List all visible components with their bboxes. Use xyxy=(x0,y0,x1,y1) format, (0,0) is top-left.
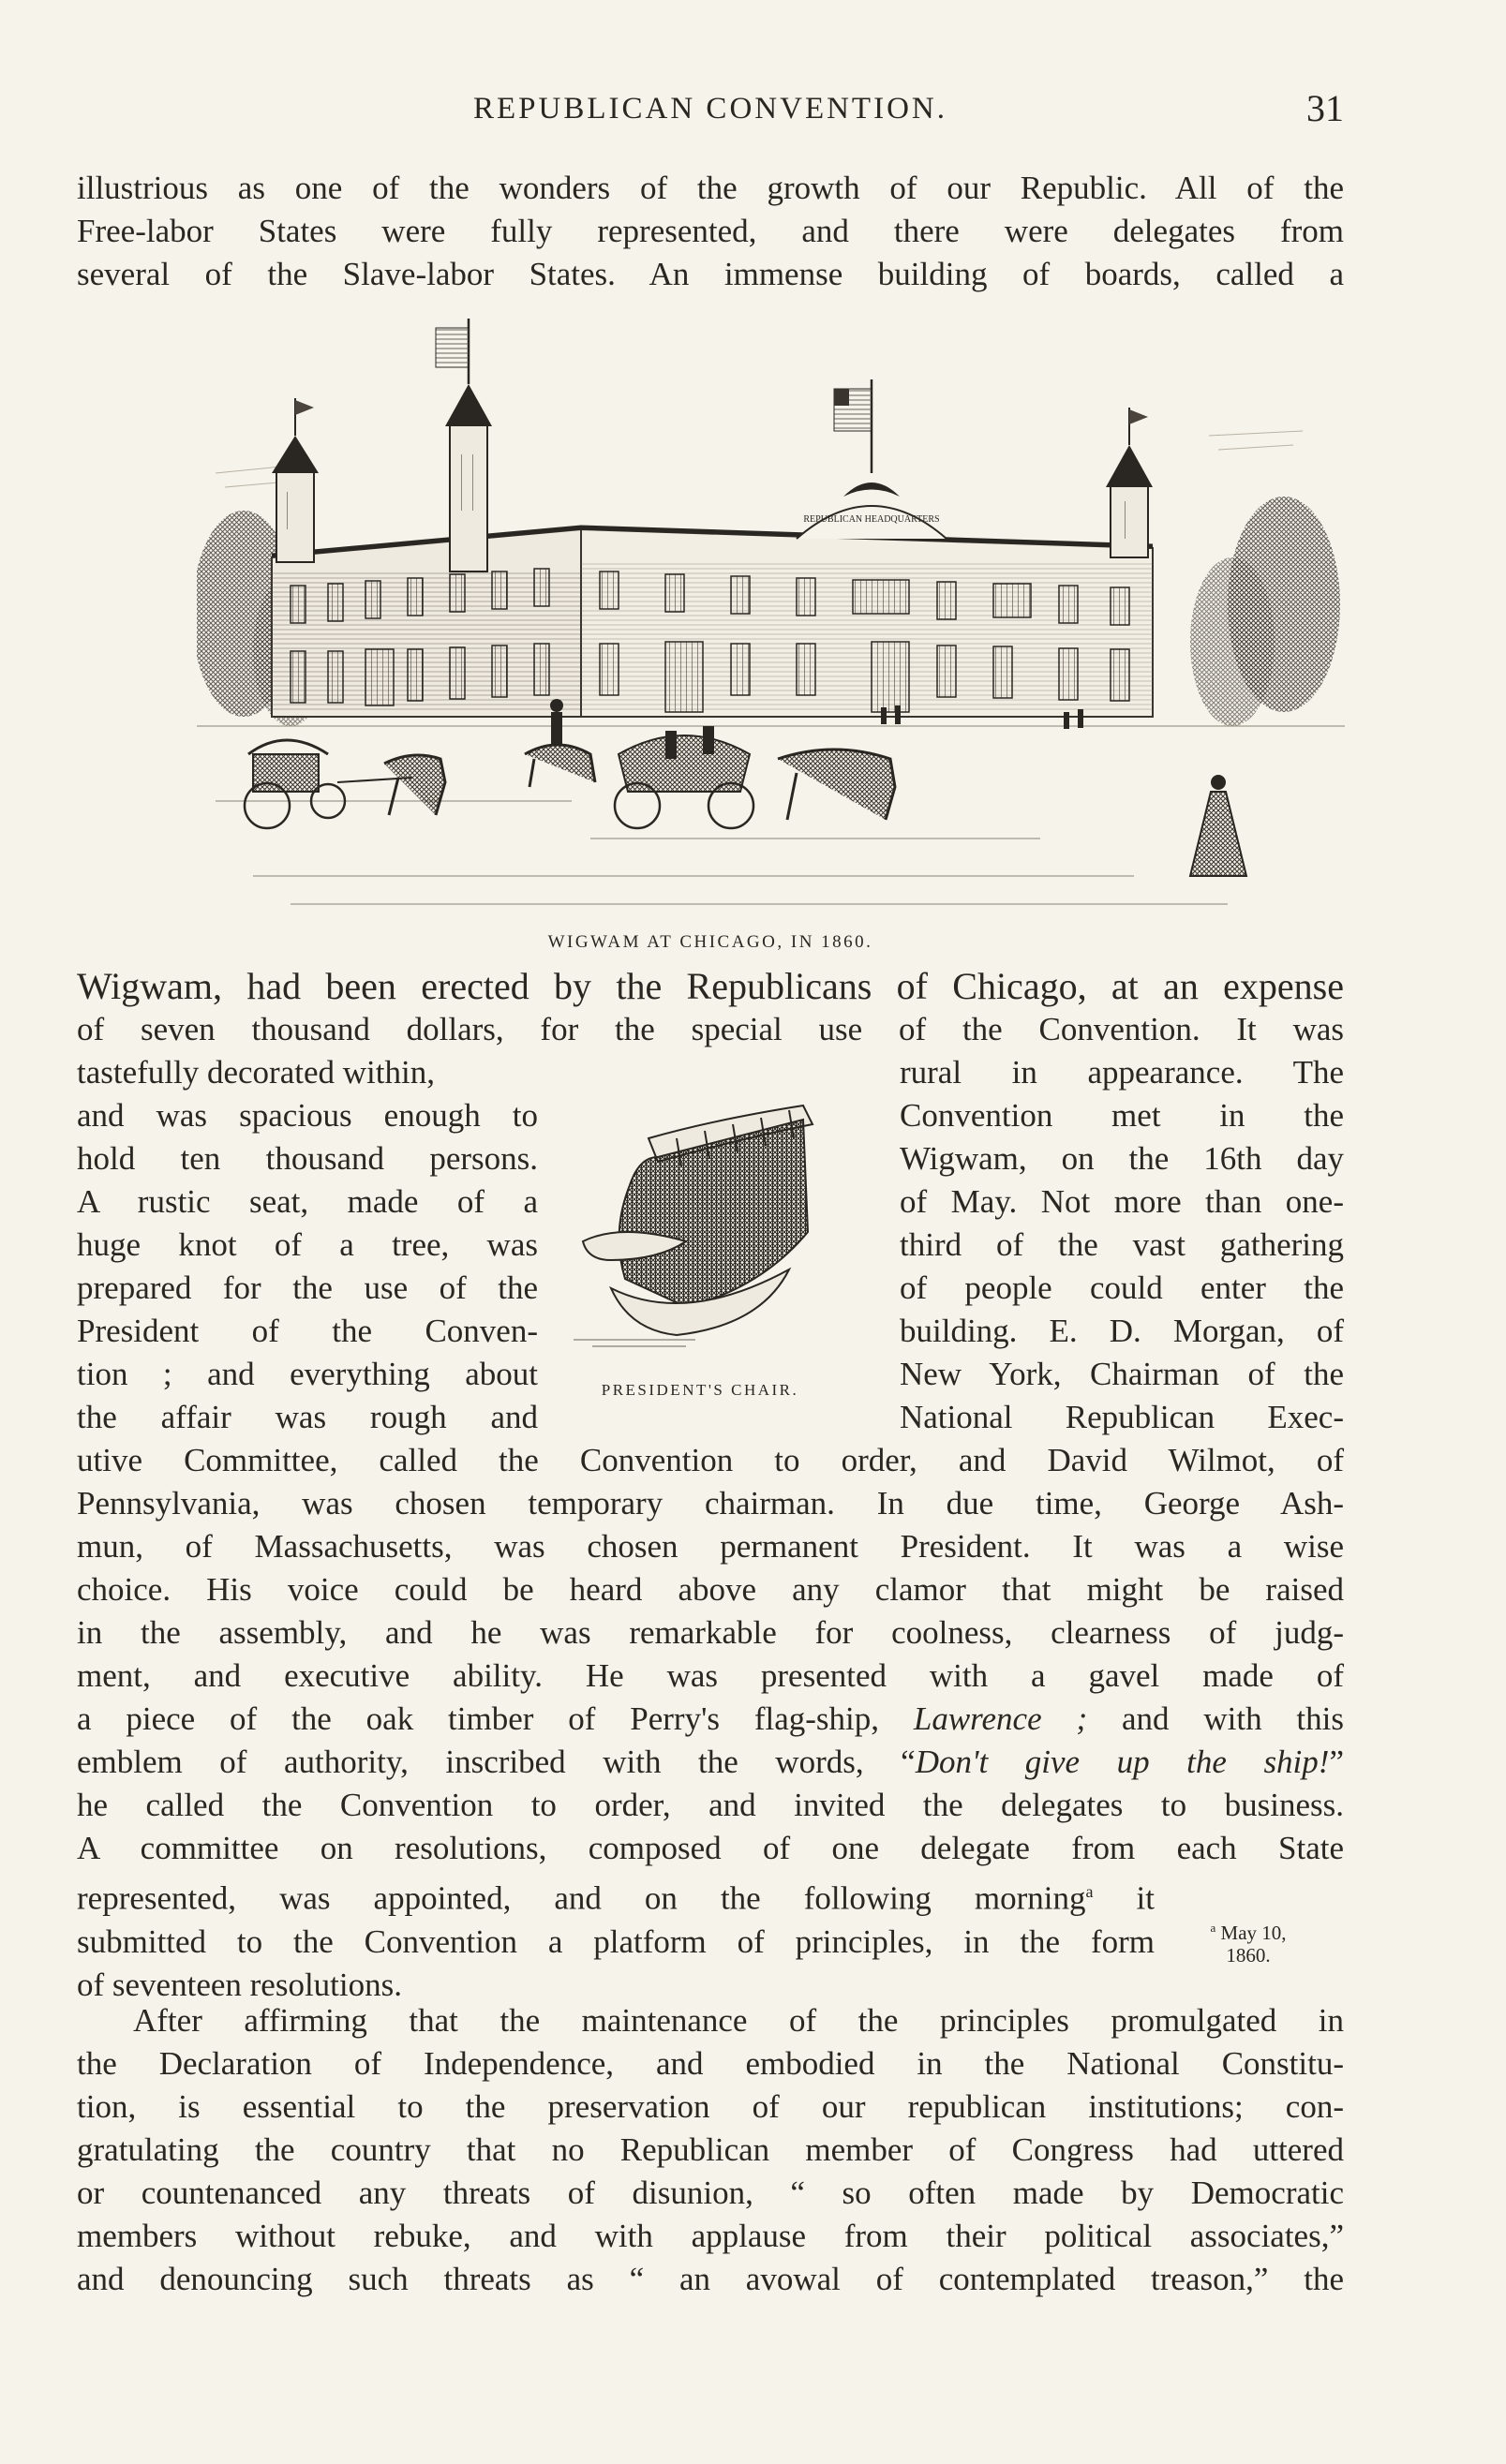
column-line: of people could enter the xyxy=(900,1269,1344,1306)
margin-note-line1 xyxy=(1183,1917,1314,1944)
column-line: and was spacious enough to xyxy=(77,1097,538,1134)
column-line: President of the Conven- xyxy=(77,1313,538,1349)
column-line: New York, Chairman of the xyxy=(900,1356,1344,1392)
text-line xyxy=(77,1741,1344,1784)
column-line: building. E. D. Morgan, of xyxy=(900,1313,1344,1349)
column-line: huge knot of a tree, was xyxy=(77,1226,538,1263)
running-head: REPUBLICAN CONVENTION. xyxy=(473,92,947,126)
text-line: of seventeen resolutions. xyxy=(77,1966,402,2003)
paragraph-platform xyxy=(77,1999,1344,2301)
text-line: gratulating the country that no Republican member of Congress had uttered xyxy=(77,2131,1344,2168)
text-line: After affirming that the maintenance of the principles promulgated in xyxy=(133,2002,1344,2039)
text-line: several of the Slave-labor States. An immense building of boards, called a xyxy=(77,256,1344,292)
footnote-mark: a xyxy=(1085,1882,1094,1901)
column-line: tastefully decorated within, xyxy=(77,1054,435,1091)
text-line: the Declaration of Independence, and embodied in the National Constitu- xyxy=(77,2045,1344,2082)
carriage-center xyxy=(615,726,895,828)
motto-close: ” xyxy=(1329,1744,1344,1780)
text-line: Wigwam, had been erected by the Republicans of Chicago, at an expense xyxy=(77,965,1344,1007)
column-line: third of the vast gathering xyxy=(900,1226,1344,1263)
text-line xyxy=(77,1870,1155,1921)
column-line: of May. Not more than one- xyxy=(900,1183,1344,1220)
ship-name: Lawrence ; xyxy=(913,1700,1088,1737)
left-column xyxy=(77,1051,538,1439)
text-line: utive Committee, called the Convention to order, and David Wilmot, of xyxy=(77,1442,1344,1478)
intro-paragraph xyxy=(77,167,1344,296)
text-line: mun, of Massachusetts, was chosen permanent President. It was a wise xyxy=(77,1528,1344,1565)
text-line: Free-labor States were fully represented, and there were delegates from xyxy=(77,213,1344,249)
chair-caption: PRESIDENT'S CHAIR. xyxy=(601,1381,799,1399)
column-line: prepared for the use of the xyxy=(77,1269,538,1306)
text-line xyxy=(77,1698,1344,1741)
column-line: National Republican Exec- xyxy=(900,1399,1344,1435)
wigwam-caption: WIGWAM AT CHICAGO, IN 1860. xyxy=(547,932,873,952)
gavel-text-end: and with this xyxy=(1087,1700,1344,1737)
text-line: ment, and executive ability. He was presented with a gavel made of xyxy=(77,1657,1344,1694)
column-line: rural in appearance. The xyxy=(900,1054,1344,1091)
motto: Don't give up the ship! xyxy=(915,1744,1330,1780)
column-line: hold ten thousand persons. xyxy=(77,1140,538,1177)
gavel-text: a piece of the oak timber of Perry's flag-ship, xyxy=(77,1700,914,1737)
wigwam-building xyxy=(272,319,1153,717)
tree-right xyxy=(1190,497,1340,726)
footnote-text: represented, was appointed, and on the following morning xyxy=(77,1879,1086,1917)
motto-intro: emblem of authority, inscribed with the words, “ xyxy=(77,1744,916,1780)
building-sign: REPUBLICAN HEADQUARTERS xyxy=(803,514,940,525)
right-column xyxy=(900,1051,1344,1439)
ground xyxy=(197,726,1345,904)
text-line: members without rebuke, and with applause from their political associates,” xyxy=(77,2218,1344,2254)
paragraph-wigwam xyxy=(77,965,1344,1051)
text-line: tion, is essential to the preservation of our republican institutions; con- xyxy=(77,2088,1344,2125)
margin-note-mark: a xyxy=(1210,1921,1216,1935)
wigwam-engraving xyxy=(197,314,1345,923)
text-line: he called the Convention to order, and invited the delegates to business. xyxy=(77,1787,1344,1823)
text-line: Pennsylvania, was chosen temporary chairman. In due time, George Ash- xyxy=(77,1485,1344,1521)
presidents-chair-engraving xyxy=(574,1101,817,1354)
column-line: Wigwam, on the 16th day xyxy=(900,1140,1344,1177)
text-line: or countenanced any threats of disunion, “ so often made by Democratic xyxy=(77,2175,1344,2211)
column-line: Convention met in the xyxy=(900,1097,1344,1134)
margin-note-year: 1860. xyxy=(1226,1944,1271,1967)
paragraph-convention xyxy=(77,1439,1344,2007)
carriage-left xyxy=(245,740,445,828)
text-line: and denouncing such threats as “ an avowal of contemplated treason,” the xyxy=(77,2261,1344,2297)
text-line: of seven thousand dollars, for the special use of the Convention. It was xyxy=(77,1011,1344,1047)
column-line: A rustic seat, made of a xyxy=(77,1183,538,1220)
lady-figure xyxy=(1190,775,1246,876)
text-line: A committee on resolutions, composed of one delegate from each State xyxy=(77,1830,1344,1866)
page-header xyxy=(77,86,1344,133)
margin-note-date: May 10, xyxy=(1220,1922,1287,1944)
page-number: 31 xyxy=(1306,87,1344,129)
text-line: in the assembly, and he was remarkable for coolness, clearness of judg- xyxy=(77,1614,1344,1651)
margin-note xyxy=(1183,1917,1314,1967)
column-line: the affair was rough and xyxy=(77,1399,538,1435)
text-line: illustrious as one of the wonders of the growth of our Republic. All of the xyxy=(77,170,1344,206)
text-line: submitted to the Convention a platform of principles, in the form xyxy=(77,1922,1155,1960)
column-line: tion ; and everything about xyxy=(77,1356,538,1392)
footnote-text-end: it xyxy=(1093,1879,1156,1917)
text-line: choice. His voice could be heard above any clamor that might be raised xyxy=(77,1571,1344,1608)
